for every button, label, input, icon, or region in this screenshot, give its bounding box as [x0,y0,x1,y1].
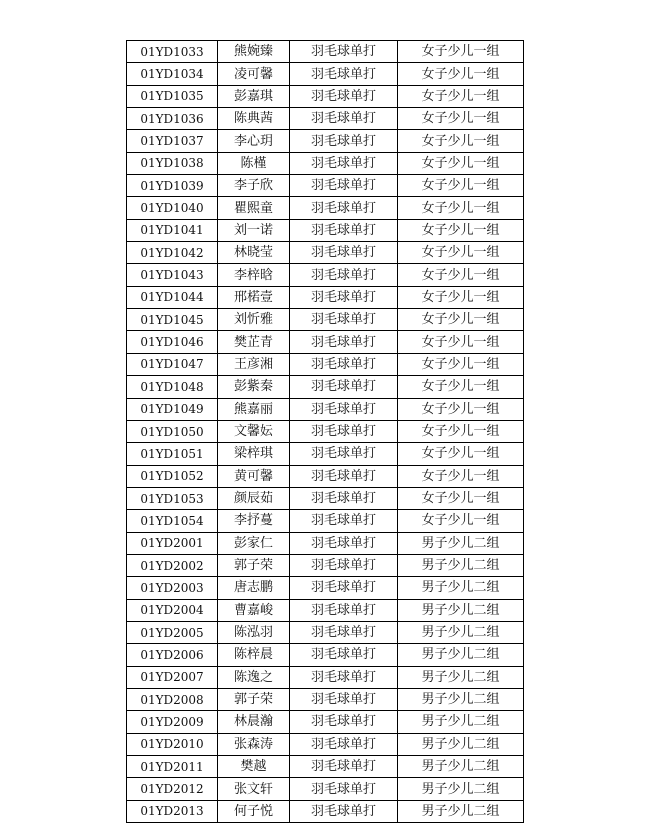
table-row [127,376,524,398]
table-row [127,175,524,197]
group-cell: 男子少儿二组 [398,554,524,576]
group-cell: 女子少儿一组 [398,219,524,241]
id-cell: 01YD1045 [127,309,218,331]
name-cell: 陈梓晨 [218,644,290,666]
name-cell: 瞿熙童 [218,197,290,219]
event-cell: 羽毛球单打 [290,577,398,599]
table-row [127,286,524,308]
table-row [127,443,524,465]
id-cell: 01YD1035 [127,85,218,107]
table-row [127,309,524,331]
name-cell: 张文轩 [218,778,290,800]
group-cell: 女子少儿一组 [398,85,524,107]
id-cell: 01YD1051 [127,443,218,465]
name-cell: 彭家仁 [218,532,290,554]
table-row [127,152,524,174]
name-cell: 唐志鹏 [218,577,290,599]
name-cell: 黄可馨 [218,465,290,487]
id-cell: 01YD2003 [127,577,218,599]
group-cell: 女子少儿一组 [398,443,524,465]
event-cell: 羽毛球单打 [290,85,398,107]
name-cell: 李心玥 [218,130,290,152]
group-cell: 男子少儿二组 [398,800,524,822]
id-cell: 01YD2008 [127,688,218,710]
name-cell: 王彦湘 [218,353,290,375]
event-cell: 羽毛球单打 [290,599,398,621]
event-cell: 羽毛球单打 [290,756,398,778]
event-cell: 羽毛球单打 [290,63,398,85]
id-cell: 01YD2012 [127,778,218,800]
group-cell: 女子少儿一组 [398,465,524,487]
table-row [127,487,524,509]
table-body [127,41,524,823]
group-cell: 女子少儿一组 [398,286,524,308]
event-cell: 羽毛球单打 [290,242,398,264]
id-cell: 01YD1043 [127,264,218,286]
id-cell: 01YD2004 [127,599,218,621]
table-row [127,688,524,710]
group-cell: 男子少儿二组 [398,756,524,778]
event-cell: 羽毛球单打 [290,376,398,398]
table-row [127,197,524,219]
event-cell: 羽毛球单打 [290,197,398,219]
table-row [127,510,524,532]
group-cell: 女子少儿一组 [398,398,524,420]
id-cell: 01YD1034 [127,63,218,85]
name-cell: 樊越 [218,756,290,778]
table-row [127,756,524,778]
group-cell: 男子少儿二组 [398,532,524,554]
table-row [127,353,524,375]
name-cell: 陈典茜 [218,108,290,130]
id-cell: 01YD1038 [127,152,218,174]
id-cell: 01YD1048 [127,376,218,398]
name-cell: 陈槿 [218,152,290,174]
id-cell: 01YD2009 [127,711,218,733]
id-cell: 01YD2005 [127,621,218,643]
id-cell: 01YD2007 [127,666,218,688]
name-cell: 邢楉壹 [218,286,290,308]
id-cell: 01YD1044 [127,286,218,308]
name-cell: 熊嘉丽 [218,398,290,420]
event-cell: 羽毛球单打 [290,353,398,375]
id-cell: 01YD1047 [127,353,218,375]
group-cell: 女子少儿一组 [398,487,524,509]
name-cell: 李子欣 [218,175,290,197]
name-cell: 陈逸之 [218,666,290,688]
group-cell: 女子少儿一组 [398,63,524,85]
id-cell: 01YD2013 [127,800,218,822]
group-cell: 女子少儿一组 [398,331,524,353]
event-cell: 羽毛球单打 [290,666,398,688]
table-row [127,465,524,487]
name-cell: 林晨瀚 [218,711,290,733]
group-cell: 男子少儿二组 [398,711,524,733]
event-cell: 羽毛球单打 [290,778,398,800]
group-cell: 男子少儿二组 [398,733,524,755]
event-cell: 羽毛球单打 [290,398,398,420]
group-cell: 男子少儿二组 [398,621,524,643]
id-cell: 01YD1054 [127,510,218,532]
id-cell: 01YD2006 [127,644,218,666]
event-cell: 羽毛球单打 [290,621,398,643]
id-cell: 01YD1052 [127,465,218,487]
event-cell: 羽毛球单打 [290,108,398,130]
registration-table [126,40,524,823]
group-cell: 女子少儿一组 [398,130,524,152]
name-cell: 梁梓琪 [218,443,290,465]
group-cell: 女子少儿一组 [398,41,524,63]
id-cell: 01YD1039 [127,175,218,197]
group-cell: 男子少儿二组 [398,577,524,599]
group-cell: 女子少儿一组 [398,264,524,286]
group-cell: 男子少儿二组 [398,778,524,800]
id-cell: 01YD1036 [127,108,218,130]
name-cell: 陈泓羽 [218,621,290,643]
event-cell: 羽毛球单打 [290,532,398,554]
table-row [127,63,524,85]
group-cell: 女子少儿一组 [398,309,524,331]
event-cell: 羽毛球单打 [290,152,398,174]
event-cell: 羽毛球单打 [290,465,398,487]
name-cell: 李梓晗 [218,264,290,286]
id-cell: 01YD1049 [127,398,218,420]
event-cell: 羽毛球单打 [290,510,398,532]
table-row [127,532,524,554]
id-cell: 01YD2010 [127,733,218,755]
table-row [127,778,524,800]
event-cell: 羽毛球单打 [290,688,398,710]
group-cell: 女子少儿一组 [398,152,524,174]
name-cell: 李抒蔓 [218,510,290,532]
id-cell: 01YD1041 [127,219,218,241]
group-cell: 女子少儿一组 [398,197,524,219]
table-row [127,264,524,286]
event-cell: 羽毛球单打 [290,309,398,331]
table-row [127,331,524,353]
group-cell: 男子少儿二组 [398,599,524,621]
table-row [127,130,524,152]
table-row [127,219,524,241]
table-row [127,621,524,643]
id-cell: 01YD2002 [127,554,218,576]
group-cell: 女子少儿一组 [398,420,524,442]
name-cell: 林晓莹 [218,242,290,264]
group-cell: 女子少儿一组 [398,175,524,197]
group-cell: 女子少儿一组 [398,376,524,398]
event-cell: 羽毛球单打 [290,41,398,63]
group-cell: 女子少儿一组 [398,242,524,264]
group-cell: 女子少儿一组 [398,510,524,532]
id-cell: 01YD1042 [127,242,218,264]
id-cell: 01YD1033 [127,41,218,63]
event-cell: 羽毛球单打 [290,443,398,465]
group-cell: 男子少儿二组 [398,644,524,666]
table-row [127,711,524,733]
event-cell: 羽毛球单打 [290,733,398,755]
event-cell: 羽毛球单打 [290,420,398,442]
event-cell: 羽毛球单打 [290,175,398,197]
table-row [127,644,524,666]
event-cell: 羽毛球单打 [290,800,398,822]
name-cell: 彭嘉琪 [218,85,290,107]
id-cell: 01YD2011 [127,756,218,778]
table-row [127,577,524,599]
event-cell: 羽毛球单打 [290,286,398,308]
table-row [127,420,524,442]
name-cell: 郭子荣 [218,554,290,576]
event-cell: 羽毛球单打 [290,219,398,241]
id-cell: 01YD1050 [127,420,218,442]
name-cell: 熊婉臻 [218,41,290,63]
event-cell: 羽毛球单打 [290,130,398,152]
group-cell: 女子少儿一组 [398,108,524,130]
table-row [127,554,524,576]
name-cell: 彭紫秦 [218,376,290,398]
table-row [127,242,524,264]
group-cell: 女子少儿一组 [398,353,524,375]
table-row [127,85,524,107]
group-cell: 男子少儿二组 [398,666,524,688]
id-cell: 01YD1037 [127,130,218,152]
name-cell: 文馨妘 [218,420,290,442]
event-cell: 羽毛球单打 [290,487,398,509]
table-row [127,733,524,755]
name-cell: 刘忻雅 [218,309,290,331]
name-cell: 颜辰茹 [218,487,290,509]
id-cell: 01YD1053 [127,487,218,509]
table-row [127,666,524,688]
table-row [127,800,524,822]
name-cell: 张森涛 [218,733,290,755]
id-cell: 01YD1046 [127,331,218,353]
table-row [127,108,524,130]
event-cell: 羽毛球单打 [290,554,398,576]
event-cell: 羽毛球单打 [290,711,398,733]
table-row [127,398,524,420]
table-row [127,41,524,63]
name-cell: 何子悦 [218,800,290,822]
event-cell: 羽毛球单打 [290,644,398,666]
id-cell: 01YD2001 [127,532,218,554]
event-cell: 羽毛球单打 [290,331,398,353]
group-cell: 男子少儿二组 [398,688,524,710]
name-cell: 刘一诺 [218,219,290,241]
name-cell: 曹嘉峻 [218,599,290,621]
name-cell: 凌可馨 [218,63,290,85]
id-cell: 01YD1040 [127,197,218,219]
event-cell: 羽毛球单打 [290,264,398,286]
name-cell: 郭子荣 [218,688,290,710]
name-cell: 樊芷青 [218,331,290,353]
table-row [127,599,524,621]
